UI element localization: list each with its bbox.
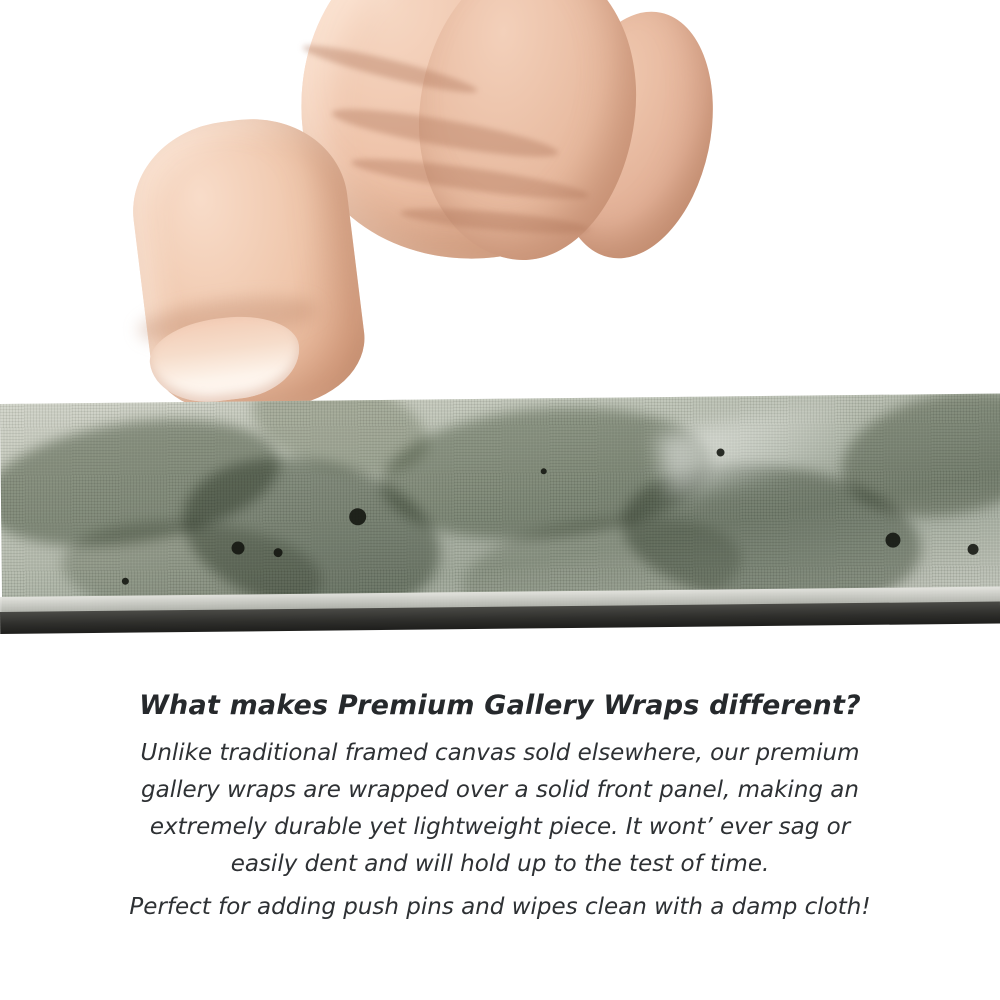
hand-photo — [0, 0, 1000, 408]
canvas-speck — [717, 448, 725, 456]
caption-body: Unlike traditional framed canvas sold elsewhere, our premium gallery wraps are wrapped over a solid front panel, making an extremely durable yet lightweight piece. It wont’ ever sag or easily dent and will hold up to the test of time. — [140, 740, 860, 877]
caption-last-line: Perfect for adding push pins and wipes clean with a damp cloth! — [129, 894, 871, 920]
canvas-speck — [349, 508, 366, 525]
caption-block — [0, 690, 1000, 926]
canvas-speck — [122, 578, 129, 585]
canvas-speck — [541, 468, 547, 474]
canvas-speck — [274, 548, 283, 557]
canvas-speck — [968, 544, 979, 555]
canvas-speck — [885, 533, 900, 548]
canvas-edge-strip — [0, 394, 1000, 620]
caption-heading: What makes Premium Gallery Wraps different? — [139, 690, 861, 721]
canvas-speck — [231, 541, 244, 554]
